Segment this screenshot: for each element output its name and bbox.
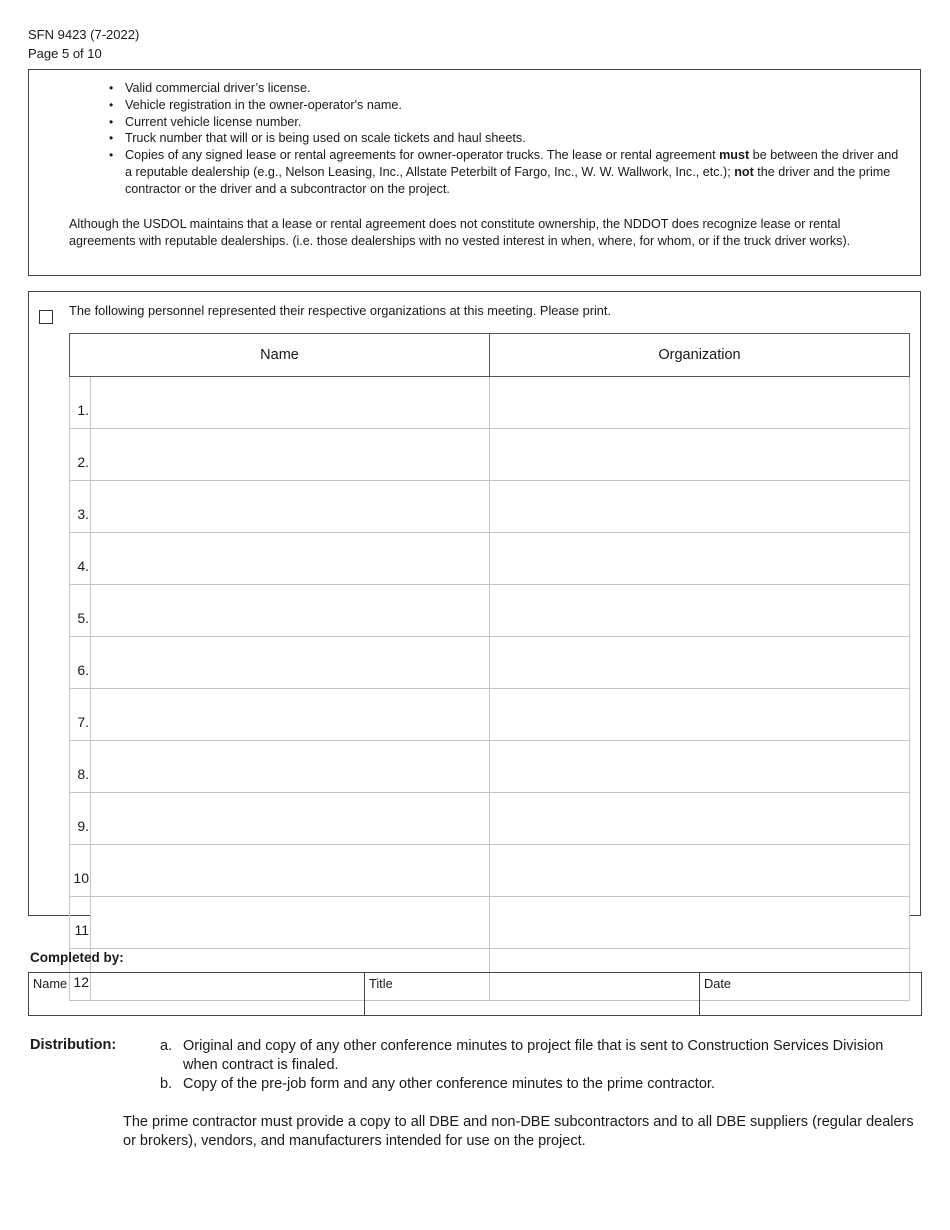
bullet-text: Valid commercial driver’s license. (125, 81, 311, 95)
personnel-organization-cell[interactable] (490, 793, 910, 845)
column-header-name: Name (70, 334, 490, 377)
personnel-name-cell[interactable] (91, 585, 490, 637)
table-row (70, 481, 910, 533)
completed-by-title-field[interactable] (365, 973, 700, 1015)
row-number: 6. (70, 637, 91, 689)
table-row (70, 533, 910, 585)
personnel-instruction: The following personnel represented their respective organizations at this meeting. Please print. (69, 303, 612, 318)
personnel-organization-cell[interactable] (490, 481, 910, 533)
personnel-name-cell[interactable] (91, 897, 490, 949)
personnel-organization-cell[interactable] (490, 585, 910, 637)
lease-paragraph: Although the USDOL maintains that a lease or rental agreement does not constitute ownership, the NDDOT does recognize lease or rental agreements with reputable dealerships. (i.e. those dealerships with no vested interest in when, where, for whom, or if the truck driver works). (69, 217, 851, 248)
row-number: 1. (70, 377, 91, 429)
form-id: SFN 9423 (7-2022) (28, 27, 140, 42)
row-number: 9. (70, 793, 91, 845)
bullet-text: be between the driver and a reputable dealership (e.g., Nelson Leasing, Inc., Allstate Peterbilt of Fargo, Inc., W. W. Wallwork, Inc., etc.); (125, 148, 899, 179)
item-letter: a. (160, 1038, 173, 1054)
completed-by-date-field[interactable] (700, 973, 921, 1015)
completed-by-table (28, 972, 922, 1016)
personnel-organization-cell[interactable] (490, 897, 910, 949)
field-label: Title (369, 976, 393, 991)
emphasis-not: not (734, 164, 754, 179)
page-number: Page 5 of 10 (28, 46, 102, 61)
row-number: 2. (70, 429, 91, 481)
table-row (70, 429, 910, 481)
personnel-name-cell[interactable] (91, 741, 490, 793)
distribution-list (160, 1037, 900, 1094)
table-row (70, 845, 910, 897)
personnel-name-cell[interactable] (91, 481, 490, 533)
personnel-name-cell[interactable] (91, 637, 490, 689)
personnel-organization-cell[interactable] (490, 429, 910, 481)
personnel-organization-cell[interactable] (490, 533, 910, 585)
field-label: Name (33, 976, 68, 991)
row-number: 11 (70, 897, 91, 949)
personnel-organization-cell[interactable] (490, 637, 910, 689)
item-text: Copy of the pre-job form and any other conference minutes to the prime contractor. (183, 1076, 715, 1092)
row-number: 5. (70, 585, 91, 637)
list-item (160, 1037, 900, 1075)
personnel-name-cell[interactable] (91, 793, 490, 845)
row-number: 12 (70, 949, 91, 1001)
column-header-organization: Organization (490, 334, 910, 377)
item-letter: b. (160, 1076, 173, 1092)
completed-by-label: Completed by: (30, 950, 124, 965)
list-item (125, 130, 905, 147)
personnel-name-cell[interactable] (91, 429, 490, 481)
emphasis-must: must (719, 148, 750, 163)
row-number: 10 (70, 845, 91, 897)
personnel-organization-cell[interactable] (490, 377, 910, 429)
row-number: 4. (70, 533, 91, 585)
bullet-text: Current vehicle license number. (125, 114, 302, 129)
requirements-box (28, 69, 921, 276)
table-row (70, 793, 910, 845)
item-text: Original and copy of any other conference minutes to project file that is sent to Construction Services Division when contract is finaled. (183, 1038, 884, 1073)
table-row (70, 689, 910, 741)
list-item (125, 114, 905, 131)
list-item (125, 147, 905, 197)
personnel-organization-cell[interactable] (490, 845, 910, 897)
bullet-text: Vehicle registration in the owner-operator's name. (125, 97, 402, 112)
personnel-name-cell[interactable] (91, 377, 490, 429)
list-item (160, 1075, 900, 1094)
field-label: Date (704, 976, 732, 991)
list-item (125, 97, 905, 114)
bullet-text: the driver and the prime contractor or the driver and a subcontractor on the project. (125, 164, 891, 196)
distribution-paragraph: The prime contractor must provide a copy to all DBE and non-DBE subcontractors and to all DBE suppliers (regular dealers or brokers), vendors, and manufacturers intended for use on the project. (123, 1114, 914, 1149)
bullet-text: Truck number that will or is being used on scale tickets and haul sheets. (125, 131, 526, 146)
personnel-name-cell[interactable] (91, 533, 490, 585)
distribution-label: Distribution: (30, 1037, 117, 1053)
table-row (70, 897, 910, 949)
table-row (70, 637, 910, 689)
personnel-checkbox[interactable] (39, 310, 53, 324)
row-number: 7. (70, 689, 91, 741)
requirements-list (125, 80, 905, 198)
row-number: 3. (70, 481, 91, 533)
personnel-organization-cell[interactable] (490, 689, 910, 741)
completed-by-name-field[interactable] (29, 973, 365, 1015)
personnel-name-cell[interactable] (91, 689, 490, 741)
list-item (125, 80, 905, 97)
table-row (70, 585, 910, 637)
personnel-organization-cell[interactable] (490, 741, 910, 793)
table-row (70, 741, 910, 793)
personnel-name-cell[interactable] (91, 845, 490, 897)
table-row (70, 377, 910, 429)
personnel-table (69, 333, 910, 1001)
row-number: 8. (70, 741, 91, 793)
table-header-row (70, 334, 910, 377)
bullet-text: Copies of any signed lease or rental agreements for owner-operator trucks. The lease or rental agreement (125, 148, 720, 163)
